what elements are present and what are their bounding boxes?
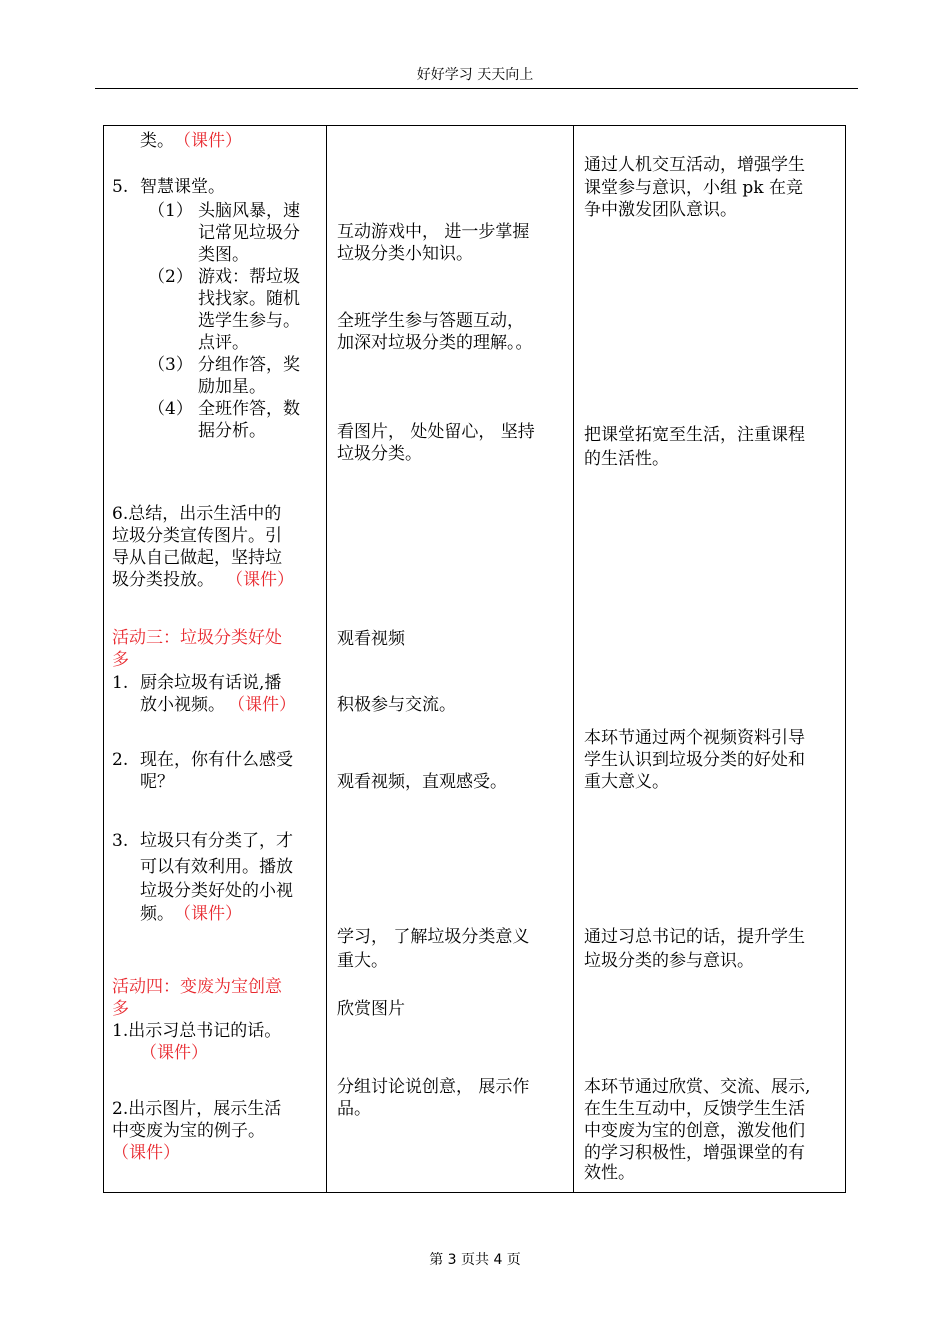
sub-step-number: （2） <box>148 267 193 287</box>
sub-step-text: 选学生参与。 <box>198 311 300 331</box>
page-footer: 第 3 页共 4 页 <box>429 1252 521 1268</box>
sub-step-number: （1） <box>148 201 193 221</box>
student-text: 互动游戏中， 进一步掌握 <box>337 222 530 242</box>
column-divider-2 <box>573 126 574 1192</box>
courseware-tag: （课件） <box>174 131 242 151</box>
intent-text: 本环节通过两个视频资料引导 <box>584 728 805 748</box>
activity-four-heading: 多 <box>112 999 129 1019</box>
sub-step-text: 游戏：帮垃圾 <box>198 267 300 287</box>
student-text: 欣赏图片 <box>337 999 405 1019</box>
intent-text: 通过人机交互活动，增强学生 <box>584 155 805 175</box>
header-rule <box>95 88 858 89</box>
step-text: 厨余垃圾有话说,播 <box>140 673 282 693</box>
step-text: 可以有效利用。播放 <box>140 857 293 877</box>
step-text: 垃圾分类宣传图片。引 <box>112 526 282 546</box>
intent-text: 通过习总书记的话，提升学生 <box>584 927 805 947</box>
sub-step-text: 记常见垃圾分 <box>198 223 300 243</box>
courseware-tag: （课件） <box>228 695 296 715</box>
step-text: 垃圾只有分类了，才 <box>140 831 293 851</box>
intent-text: 本环节通过欣赏、交流、展示, <box>584 1077 811 1097</box>
step-number: 3. <box>112 831 129 851</box>
intent-text: 在生生互动中，反馈学生生活 <box>584 1099 805 1119</box>
student-text: 品。 <box>337 1099 371 1119</box>
step-text: 圾分类投放。 <box>112 570 214 590</box>
intent-text: 争中激发团队意识。 <box>584 200 737 220</box>
student-text: 垃圾分类。 <box>337 444 422 464</box>
step-text: 2.出示图片，展示生活 <box>112 1099 282 1119</box>
intent-text: 重大意义。 <box>584 772 669 792</box>
step-text: 垃圾分类好处的小视 <box>140 881 293 901</box>
step-number: 5. <box>112 177 129 197</box>
step-text: 放小视频。 <box>140 695 225 715</box>
courseware-tag: （课件） <box>174 904 242 924</box>
sub-step-text: 点评。 <box>198 333 249 353</box>
student-text: 看图片， 处处留心， 坚持 <box>337 422 535 442</box>
sub-step-text: 励加星。 <box>198 377 266 397</box>
student-text: 观看视频 <box>337 629 405 649</box>
student-text: 学习， 了解垃圾分类意义 <box>337 927 530 947</box>
step-text: 6.总结，出示生活中的 <box>112 504 282 524</box>
step-text: 导从自己做起，坚持垃 <box>112 548 282 568</box>
page-header: 好好学习 天天向上 <box>416 67 534 83</box>
student-text: 积极参与交流。 <box>337 695 456 715</box>
activity-four-heading: 活动四：变废为宝创意 <box>112 977 282 997</box>
student-text: 观看视频，直观感受。 <box>337 772 507 792</box>
intent-text: 把课堂拓宽至生活，注重课程 <box>584 425 805 445</box>
sub-step-text: 分组作答，奖 <box>198 355 300 375</box>
sub-step-text: 全班作答，数 <box>198 399 300 419</box>
student-text: 垃圾分类小知识。 <box>337 244 473 264</box>
col1-text: 类。 <box>140 131 174 151</box>
student-text: 分组讨论说创意， 展示作 <box>337 1077 530 1097</box>
courseware-tag: （课件） <box>226 570 294 590</box>
step-number: 1. <box>112 673 129 693</box>
intent-text: 中变废为宝的创意，激发他们 <box>584 1121 805 1141</box>
step-text: 现在，你有什么感受 <box>140 750 293 770</box>
sub-step-text: 找找家。随机 <box>198 289 300 309</box>
sub-step-text: 据分析。 <box>198 421 266 441</box>
activity-three-heading: 活动三：垃圾分类好处 <box>112 628 282 648</box>
courseware-tag: （课件） <box>112 1143 180 1163</box>
sub-step-number: （4） <box>148 399 193 419</box>
step-text: 中变废为宝的例子。 <box>112 1121 265 1141</box>
step-number: 2. <box>112 750 129 770</box>
student-text: 加深对垃圾分类的理解。。 <box>337 333 533 353</box>
intent-text: 垃圾分类的参与意识。 <box>584 951 754 971</box>
column-divider-1 <box>326 126 327 1192</box>
activity-three-heading: 多 <box>112 650 129 670</box>
intent-text: 的生活性。 <box>584 449 669 469</box>
step-text: 频。 <box>140 904 174 924</box>
sub-step-text: 头脑风暴，速 <box>198 201 300 221</box>
step-text: 1.出示习总书记的话。 <box>112 1021 282 1041</box>
sub-step-text: 类图。 <box>198 245 249 265</box>
sub-step-number: （3） <box>148 355 193 375</box>
intent-text: 学生认识到垃圾分类的好处和 <box>584 750 805 770</box>
intent-text: 的学习积极性，增强课堂的有 <box>584 1143 805 1163</box>
student-text: 重大。 <box>337 951 388 971</box>
student-text: 全班学生参与答题互动， <box>337 311 524 331</box>
step-text: 呢？ <box>140 772 174 792</box>
step-title: 智慧课堂。 <box>140 177 225 197</box>
courseware-tag: （课件） <box>140 1043 208 1063</box>
intent-text: 课堂参与意识，小组 pk 在竞 <box>584 178 803 198</box>
intent-text: 效性。 <box>584 1163 635 1183</box>
